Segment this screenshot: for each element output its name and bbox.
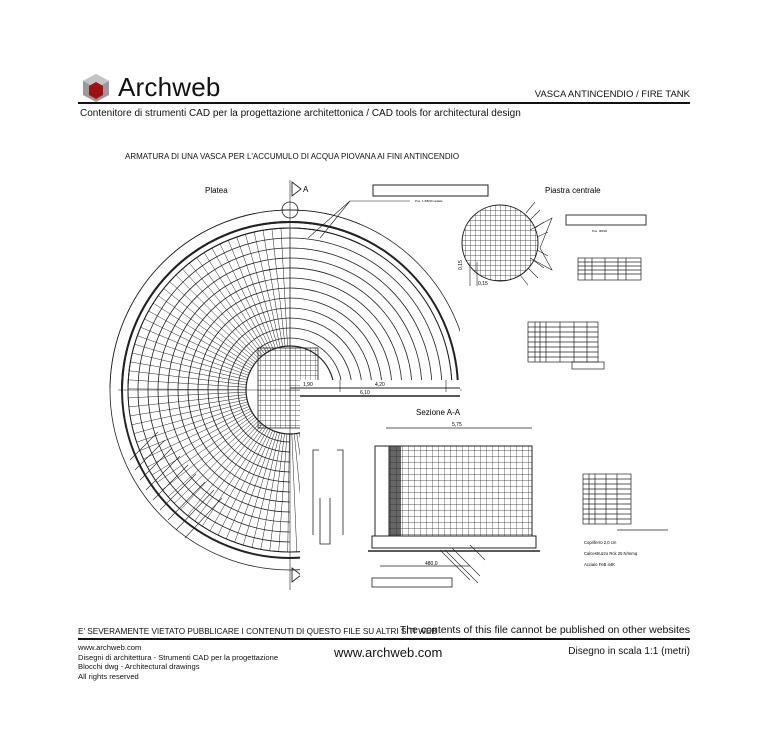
footer-line: Disegni di architettura - Strumenti CAD per la progettazione	[78, 652, 279, 662]
footer-line: www.archweb.com	[78, 643, 142, 652]
note-concrete: Calcestruzzo Rck 25 N/mmq	[584, 551, 638, 556]
footer-info	[78, 643, 278, 681]
svg-text:480,0: 480,0	[425, 561, 438, 567]
svg-text:6,10: 6,10	[360, 390, 370, 396]
svg-text:4,20: 4,20	[375, 382, 385, 388]
drawing-title: ARMATURA DI UNA VASCA PER L'ACCUMULO DI ACQUA PIOVANA AI FINI ANTINCENDIO	[125, 152, 460, 161]
svg-text:Pos. Φ8/20: Pos. Φ8/20	[592, 229, 608, 233]
footer-line: All rights reserved	[78, 671, 139, 681]
brand-name: Archweb	[118, 72, 221, 102]
warning-english: The contents of this file cannot be published on other websites	[399, 624, 690, 636]
section-label: Sezione A-A	[416, 408, 461, 417]
plan-label: Platea	[205, 186, 228, 195]
drawing-scale: Disegno in scala 1:1 (metri)	[568, 646, 690, 657]
tagline: Contenitore di strumenti CAD per la progettazione architettonica / CAD tools for architectural design	[80, 108, 521, 119]
note-cover: Copriferro 2,0 cm	[584, 540, 617, 545]
svg-text:1,90: 1,90	[303, 382, 313, 388]
footer-line: Blocchi dwg - Architectural drawings	[78, 662, 200, 671]
svg-text:0,15: 0,15	[478, 281, 488, 287]
central-plate-label: Piastra centrale	[545, 186, 601, 195]
footer-url[interactable]: www.archweb.com	[334, 645, 443, 660]
svg-text:5,75: 5,75	[452, 422, 462, 428]
svg-text:Pos. 1 Φ8/30 radiale: Pos. 1 Φ8/30 radiale	[415, 199, 443, 203]
svg-text:A: A	[303, 185, 309, 194]
warning-italian: E' SEVERAMENTE VIETATO PUBBLICARE I CONTENUTI DI QUESTO FILE SU ALTRI SITI WEB	[78, 627, 437, 636]
footer-divider	[78, 638, 690, 640]
svg-text:0,15: 0,15	[458, 260, 464, 270]
sheet-title: VASCA ANTINCENDIO / FIRE TANK	[534, 89, 690, 100]
note-steel: Acciaio FeB 44K	[584, 562, 615, 567]
